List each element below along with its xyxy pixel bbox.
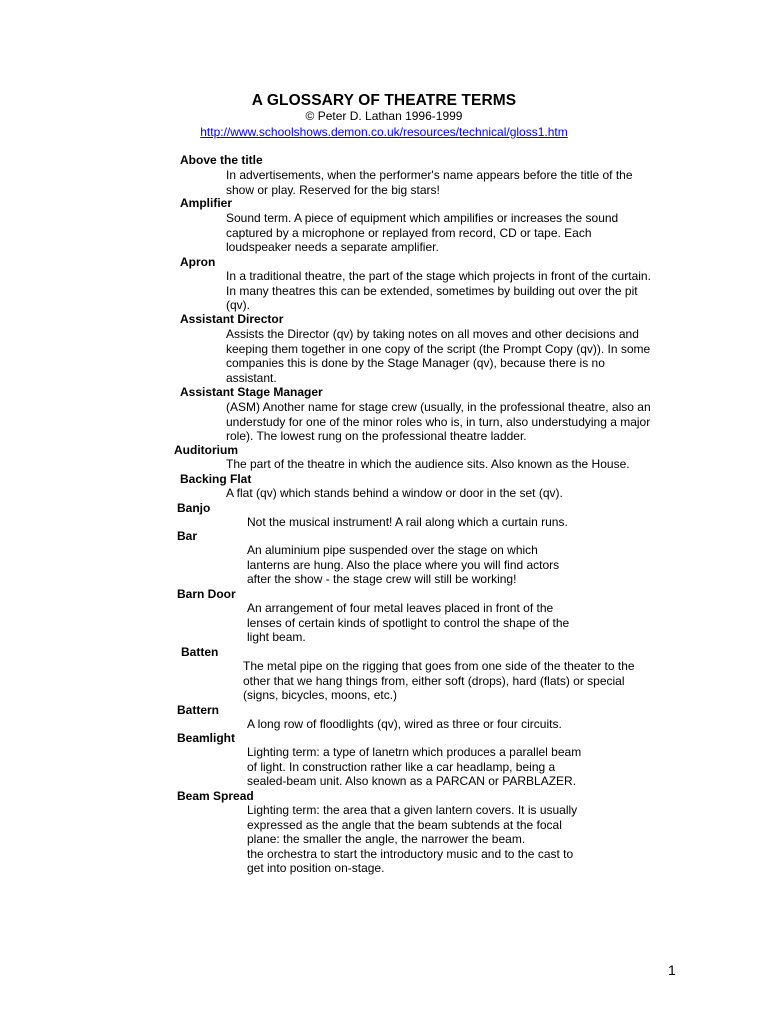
definition-auditorium: The part of the theatre in which the audience sits. Also known as the House. — [226, 457, 630, 471]
term-backing-flat: Backing Flat — [180, 472, 252, 486]
definition-bar: An aluminium pipe suspended over the stage on which lanterns are hung. Also the place where you will find actors after the show - the stage crew will still be working! — [247, 543, 560, 587]
term-amplifier: Amplifier — [180, 196, 233, 210]
definition-apron: In a traditional theatre, the part of the stage which projects in front of the curtain. In many theatres this can be extended, sometimes by building out over the pit (qv). — [226, 269, 651, 313]
term-bar: Bar — [177, 529, 198, 543]
term-batten: Batten — [181, 645, 219, 659]
definition-assistant-stage-manager: (ASM) Another name for stage crew (usually, in the professional theatre, also an understudy for one of the minor roles who is, in turn, also understudying a major role). The lowest rung on the professional theatre ladder. — [226, 400, 651, 444]
term-assistant-director: Assistant Director — [180, 312, 284, 326]
term-beamlight: Beamlight — [177, 731, 236, 745]
term-auditorium: Auditorium — [174, 443, 238, 457]
source-url-link[interactable]: http://www.schoolshows.demon.co.uk/resources/technical/gloss1.htm — [200, 125, 568, 139]
definition-above-the-title: In advertisements, when the performer's name appears before the title of the show or play. Reserved for the big stars! — [226, 168, 633, 197]
definition-batten: The metal pipe on the rigging that goes from one side of the theater to the other that we hang things from, either soft (drops), hard (flats) or special (signs, bicycles, moons, etc.) — [243, 659, 635, 703]
definition-backing-flat: A flat (qv) which stands behind a window or door in the set (qv). — [226, 486, 563, 500]
term-battern: Battern — [177, 703, 220, 717]
definition-barn-door: An arrangement of four metal leaves placed in front of the lenses of certain kinds of spotlight to control the shape of the light beam. — [247, 601, 570, 645]
copyright-line: © Peter D. Lathan 1996-1999 — [305, 109, 463, 123]
term-above-the-title: Above the title — [180, 153, 263, 167]
definition-battern: A long row of floodlights (qv), wired as three or four circuits. — [247, 717, 562, 731]
term-banjo: Banjo — [177, 501, 211, 515]
term-barn-door: Barn Door — [177, 587, 236, 601]
definition-assistant-director: Assists the Director (qv) by taking notes on all moves and other decisions and keeping them together in one copy of the script (the Prompt Copy (qv)). In some companies this is done by the Stage Manager (qv), because there is no assistant. — [226, 327, 651, 385]
definition-beamlight: Lighting term: a type of lanetrn which produces a parallel beam of light. In construction rather like a car headlamp, being a sealed-beam unit. Also known as a PARCAN or PARBLAZER. — [247, 745, 582, 789]
term-assistant-stage-manager: Assistant Stage Manager — [180, 385, 323, 399]
definition-beam-spread: Lighting term: the area that a given lantern covers. It is usually expressed as the angle that the beam subtends at the focal plane: the smaller the angle, the narrower the beam. the orchestra to start the introductory music and to the cast to get into position on-stage. — [247, 803, 578, 876]
page-number: 1 — [668, 962, 676, 978]
definition-banjo: Not the musical instrument! A rail along which a curtain runs. — [247, 515, 568, 529]
term-beam-spread: Beam Spread — [177, 789, 254, 803]
definition-amplifier: Sound term. A piece of equipment which ampilifies or increases the sound captured by a microphone or replayed from record, CD or tape. Each loudspeaker needs a separate amplifier. — [226, 211, 619, 255]
document-title: A GLOSSARY OF THEATRE TERMS — [251, 92, 517, 109]
term-apron: Apron — [180, 255, 216, 269]
